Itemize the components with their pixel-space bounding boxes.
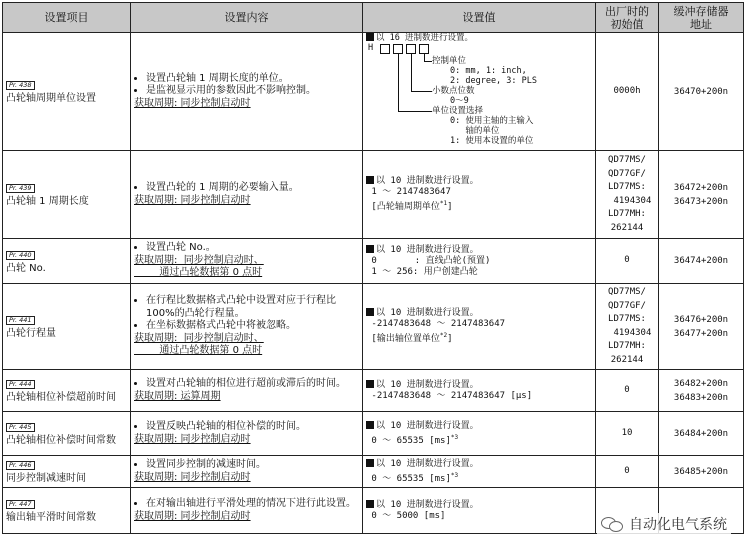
watermark-text: 自动化电气系统	[629, 517, 727, 533]
item-cell	[3, 412, 131, 456]
hex-prefix: H	[368, 43, 374, 53]
acquisition-cycle: 获取周期: 同步控制启动时	[134, 97, 251, 109]
item-cell	[3, 151, 131, 239]
header-value: 设置值	[363, 3, 596, 33]
item-name: 凸轮 No.	[6, 262, 46, 274]
item-name: 凸轮行程量	[6, 328, 56, 339]
buffer-cell: 36485+200n	[659, 456, 744, 488]
connector-line	[398, 111, 432, 112]
default-cell: 0000h	[596, 33, 659, 151]
unit-select-label: 单位设置选择	[432, 106, 484, 116]
item-cell	[3, 456, 131, 488]
acquisition-cycle: 获取周期: 同步控制启动时、	[134, 254, 264, 266]
list-item: • 设置同步控制的减速时间。	[146, 459, 359, 472]
table-row	[3, 151, 744, 239]
digit-box	[393, 44, 403, 54]
buffer-cell: 36472+200n 36473+200n	[659, 151, 744, 239]
value-cell	[363, 33, 596, 151]
hex-setting-diagram: 以 16 进制数进行设置。 H 控制单位 0: mm, 1: inch, 2: degree, 3: PLS 小数点位数 0～9 单位设置选择 0: 使用主轴的主输入 轴的单位 1: 使用本设置的单位	[368, 33, 537, 146]
square-bullet-icon	[366, 245, 374, 253]
item-cell	[3, 370, 131, 412]
content-cell	[131, 151, 363, 239]
content-cell	[131, 412, 363, 456]
default-cell: 0	[596, 239, 659, 284]
table-row	[3, 239, 744, 284]
item-cell	[3, 284, 131, 370]
list-item: • 在对输出轴进行平滑处理的情况下进行此设置。	[146, 498, 359, 511]
value-cell: 以 10 进制数进行设置。 0 ～ 65535 [ms]$^{*3}$	[363, 412, 596, 456]
item-cell	[3, 239, 131, 284]
list-item: • 设置凸轮 No.。	[146, 242, 359, 255]
header-buffer: 缓冲存储器 地址	[659, 3, 744, 33]
content-cell	[131, 488, 363, 534]
square-bullet-icon	[366, 308, 374, 316]
default-cell: 10	[596, 412, 659, 456]
buffer-cell: 36482+200n 36483+200n	[659, 370, 744, 412]
pr-badge: Pr. 447	[6, 500, 35, 509]
square-bullet-icon	[366, 459, 374, 467]
pr-badge: Pr. 440	[6, 251, 35, 260]
buffer-cell: 36484+200n	[659, 412, 744, 456]
square-bullet-icon	[366, 176, 374, 184]
value-cell: 以 10 进制数进行设置。 0 : 直线凸轮(预置) 1 ～ 256: 用户创建凸轮	[363, 239, 596, 284]
list-item: • 设置凸轮的 1 周期的必要输入量。	[146, 182, 359, 195]
value-cell: 以 10 进制数进行设置。 1 ～ 2147483647 [凸轮轴周期单位$^{*1}$]	[363, 151, 596, 239]
list-item: • 是监视显示用的参数因此不影响控制。	[146, 85, 359, 98]
table-row	[3, 412, 744, 456]
hex-title: 以 16 进制数进行设置。	[376, 33, 473, 43]
item-name: 输出轴平滑时间常数	[6, 512, 96, 523]
buffer-cell: 36476+200n 36477+200n	[659, 284, 744, 370]
content-cell	[131, 370, 363, 412]
list-item: • 设置对凸轮轴的相位进行超前或滞后的时间。	[146, 378, 359, 391]
item-name: 凸轮轴周期单位设置	[6, 93, 96, 104]
connector-line	[398, 54, 399, 112]
decimal-places-label: 小数点位数	[432, 86, 475, 96]
digit-box	[406, 44, 416, 54]
header-row	[3, 3, 744, 33]
content-cell: • 设置凸轮 No.。 获取周期: 同步控制启动时、 通过凸轮数据第 0 点时	[131, 239, 363, 284]
content-cell: • 在行程比数据格式凸轮中设置对应于行程比 100%的凸轮行程量。 • 在坐标数据格式凸轮中将被忽略。 获取周期: 同步控制启动时、 通过凸轮数据第 0 点时	[131, 284, 363, 370]
acquisition-cycle: 获取周期: 同步控制启动时	[134, 471, 251, 483]
connector-line	[424, 61, 432, 62]
item-name: 同步控制减速时间	[6, 473, 86, 484]
item-name: 凸轮轴相位补偿时间常数	[6, 435, 116, 446]
digit-box	[380, 44, 390, 54]
acquisition-cycle: 获取周期: 同步控制启动时	[134, 194, 251, 206]
value-cell: 以 10 进制数进行设置。 -2147483648 ～ 2147483647 [μs]	[363, 370, 596, 412]
buffer-cell: 36470+200n	[659, 33, 744, 151]
watermark	[597, 513, 731, 535]
wechat-icon	[601, 516, 623, 532]
content-cell	[131, 33, 363, 151]
item-name: 凸轮轴 1 周期长度	[6, 196, 89, 207]
connector-line	[411, 91, 432, 92]
default-cell: QD77MS/ QD77GF/ LD77MS: 4194304 LD77MH: 262144	[596, 284, 659, 370]
square-bullet-icon	[366, 33, 374, 41]
digit-box	[419, 44, 429, 54]
parameter-table	[2, 2, 744, 534]
table-row	[3, 456, 744, 488]
connector-line	[411, 54, 412, 92]
table-row	[3, 284, 744, 370]
acquisition-cycle: 获取周期: 同步控制启动时、	[134, 332, 264, 344]
square-bullet-icon	[366, 421, 374, 429]
default-cell: QD77MS/ QD77GF/ LD77MS: 4194304 LD77MH: 262144	[596, 151, 659, 239]
default-cell: 0	[596, 370, 659, 412]
table-row	[3, 370, 744, 412]
acquisition-cycle: 获取周期: 同步控制启动时	[134, 510, 251, 522]
header-content: 设置内容	[131, 3, 363, 33]
header-default: 出厂时的 初始值	[596, 3, 659, 33]
item-cell	[3, 33, 131, 151]
pr-badge: Pr. 444	[6, 380, 35, 389]
acquisition-cycle: 获取周期: 运算周期	[134, 390, 221, 402]
pr-badge: Pr. 446	[6, 461, 35, 470]
list-item: • 设置反映凸轮轴的相位补偿的时间。	[146, 421, 359, 434]
item-cell	[3, 488, 131, 534]
content-cell	[131, 456, 363, 488]
value-cell: 以 10 进制数进行设置。 -2147483648 ～ 2147483647 [输出轴位置单位$^{*2}$]	[363, 284, 596, 370]
acquisition-cycle: 获取周期: 同步控制启动时	[134, 433, 251, 445]
control-unit-label: 控制单位	[432, 56, 467, 66]
pr-badge: Pr. 439	[6, 184, 35, 193]
header-item: 设置项目	[3, 3, 131, 33]
list-item: • 在行程比数据格式凸轮中设置对应于行程比 100%的凸轮行程量。	[146, 295, 359, 320]
pr-badge: Pr. 438	[6, 81, 35, 90]
list-item: • 在坐标数据格式凸轮中将被忽略。	[146, 320, 359, 333]
buffer-cell: 36474+200n	[659, 239, 744, 284]
list-item: • 设置凸轮轴 1 周期长度的单位。	[146, 73, 359, 86]
pr-badge: Pr. 441	[6, 316, 35, 325]
square-bullet-icon	[366, 500, 374, 508]
square-bullet-icon	[366, 380, 374, 388]
default-cell: 0	[596, 456, 659, 488]
value-cell: 以 10 进制数进行设置。 0 ～ 65535 [ms]$^{*3}$	[363, 456, 596, 488]
item-name: 凸轮轴相位补偿超前时间	[6, 392, 116, 403]
value-cell: 以 10 进制数进行设置。 0 ～ 5000 [ms]	[363, 488, 596, 534]
pr-badge: Pr. 445	[6, 423, 35, 432]
table-row	[3, 33, 744, 151]
